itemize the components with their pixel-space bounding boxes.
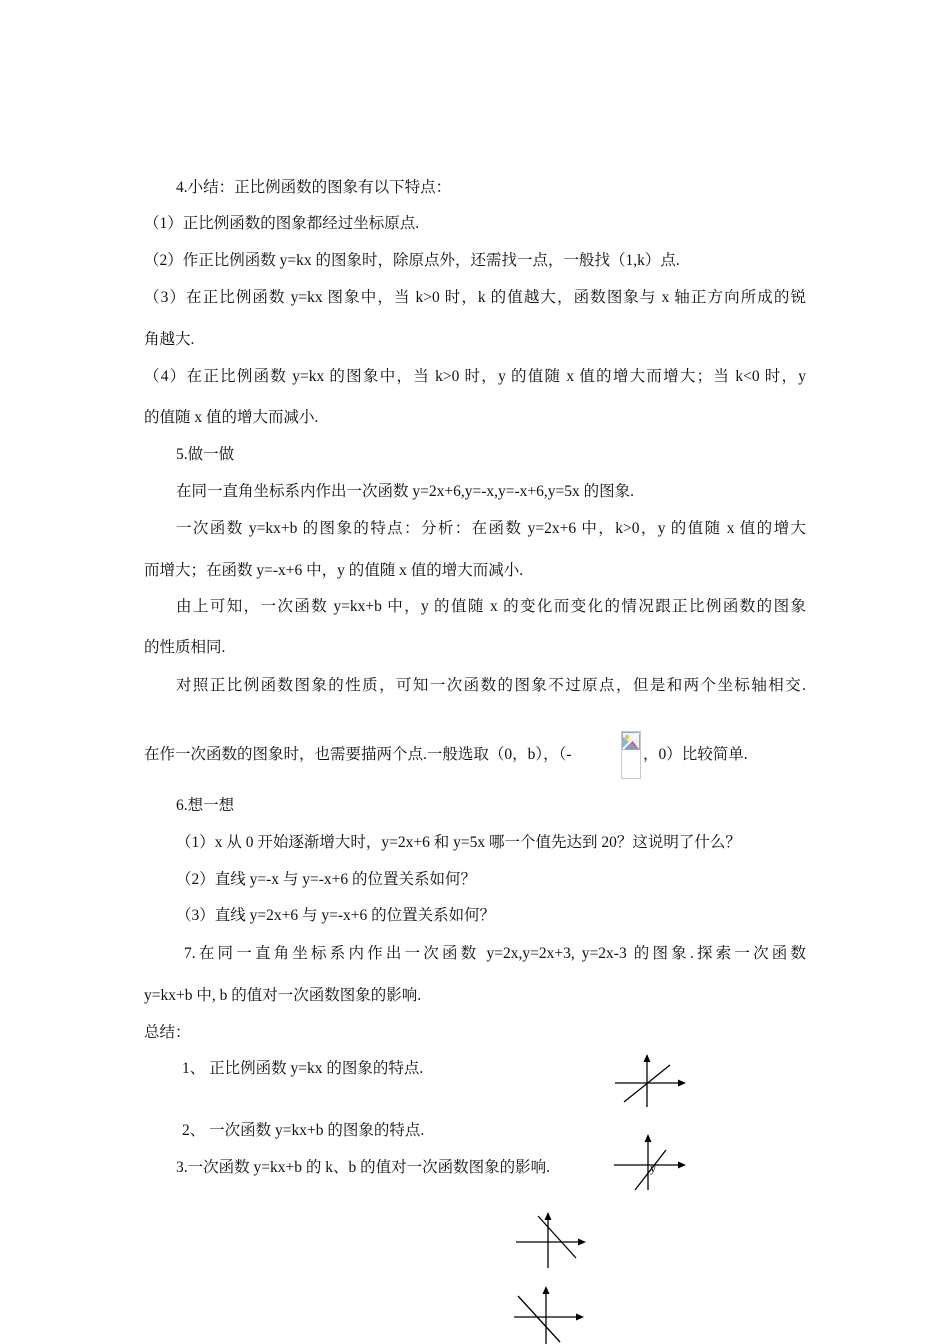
section-5-paragraph-1: 在同一直角坐标系内作出一次函数 y=2x+6,y=-x,y=-x+6,y=5x 的图象. (176, 483, 635, 500)
section-5-paragraph-3-line-2: 的性质相同. (144, 639, 226, 656)
axes-graph-icon (512, 1284, 588, 1344)
axes-graph-icon (514, 1210, 590, 1270)
section-4-title: 4.小结：正比例函数的图象有以下特点： (176, 179, 452, 196)
section-5-paragraph-5-part-2: ，0）比较简单. (643, 746, 748, 763)
summary-item-2: 2、 一次函数 y=kx+b 的图象的特点. (182, 1122, 425, 1139)
section-4-point-3-line-2: 角越大. (144, 331, 195, 348)
section-5-title: 5.做一做 (176, 446, 235, 463)
section-6-title: 6.想一想 (176, 797, 235, 814)
summary-item-3: 3.一次函数 y=kx+b 的 k、b 的值对一次函数图象的影响. (176, 1159, 550, 1176)
section-4-point-2: （2）作正比例函数 y=kx 的图象时，除原点外，还需找一点，一般找（1,k）点. (144, 252, 680, 269)
section-6-question-1: （1）x 从 0 开始逐渐增大时，y=2x+6 和 y=5x 哪一个值先达到 20？这说明了什么？ (176, 834, 741, 851)
section-6-question-3: （3）直线 y=2x+6 与 y=-x+6 的位置关系如何？ (176, 907, 496, 924)
section-5-paragraph-5-part-1: 在作一次函数的图象时，也需要描两个点.一般选取（0，b），（- (144, 746, 572, 763)
summary-item-1: 1、 正比例函数 y=kx 的图象的特点. (182, 1060, 424, 1077)
section-7-line-1: 7.在同一直角坐标系内作出一次函数 y=2x,y=2x+3, y=2x-3 的图象.探索一次函数 (184, 945, 806, 962)
axes-graph-icon (612, 1052, 688, 1110)
broken-image-icon (621, 731, 641, 779)
section-4-point-1: （1）正比例函数的图象都经过坐标原点. (144, 215, 420, 232)
summary-title: 总结： (144, 1024, 191, 1041)
graph-y-label: y (650, 1161, 656, 1175)
section-7-line-2: y=kx+b 中, b 的值对一次函数图象的影响. (144, 987, 422, 1004)
axes-graph-icon (612, 1132, 688, 1194)
section-5-paragraph-4: 对照正比例函数图象的性质，可知一次函数的图象不过原点，但是和两个坐标轴相交. (176, 677, 806, 694)
section-5-paragraph-2-line-2: 而增大；在函数 y=-x+6 中，y 的值随 x 值的增大而减小. (144, 562, 524, 579)
section-5-paragraph-2-line-1: 一次函数 y=kx+b 的图象的特点：分析：在函数 y=2x+6 中，k>0，y 的值随 x 值的增大 (176, 520, 806, 537)
section-6-question-2: （2）直线 y=-x 与 y=-x+6 的位置关系如何？ (176, 871, 477, 888)
section-4-point-4-line-2: 的值随 x 值的增大而减小. (144, 409, 319, 426)
section-4-point-3-line-1: （3）在正比例函数 y=kx 图象中，当 k>0 时，k 的值越大，函数图象与 x 轴正方向所成的锐 (144, 289, 806, 306)
section-4-point-4-line-1: （4）在正比例函数 y=kx 的图象中，当 k>0 时，y 的值随 x 值的增大而增大；当 k<0 时，y (144, 368, 806, 385)
section-5-paragraph-3-line-1: 由上可知，一次函数 y=kx+b 中，y 的值随 x 的变化而变化的情况跟正比例函数的图象 (176, 598, 806, 615)
